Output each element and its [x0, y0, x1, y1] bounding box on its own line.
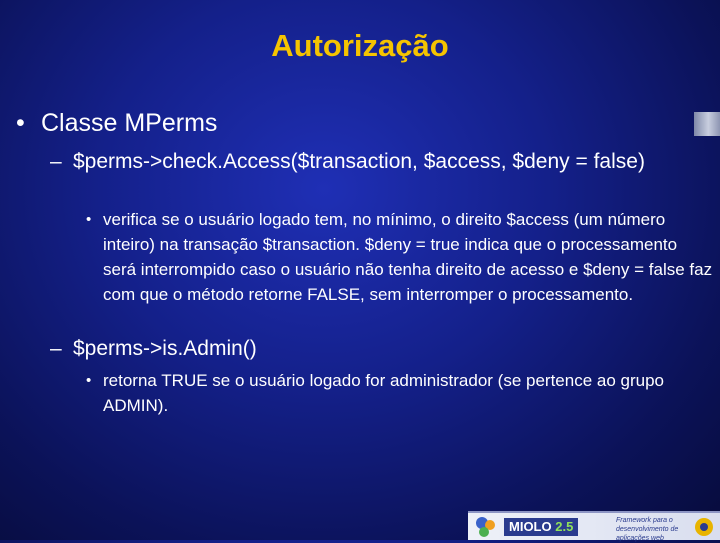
- logo-version: 2.5: [555, 519, 574, 534]
- bullet-text: Classe MPerms: [41, 109, 218, 137]
- bullet-icon: •: [86, 211, 92, 228]
- sub-item-text: $perms->is.Admin(): [73, 337, 257, 360]
- sub-item-is-admin: [50, 335, 710, 362]
- solis-logo-icon: [692, 515, 716, 539]
- edge-decoration: [694, 112, 720, 136]
- sub-item-check-access: [50, 148, 710, 175]
- logo-name: MIOLO: [509, 519, 552, 534]
- dash-icon: –: [50, 150, 62, 173]
- miolo-logo-banner: [468, 511, 720, 540]
- detail-check-access: [86, 207, 714, 307]
- slide-title: Autorização: [271, 28, 449, 63]
- detail-text: retorna TRUE se o usuário logado for administrador (se pertence ao grupo ADMIN).: [103, 371, 664, 415]
- detail-is-admin: [86, 368, 714, 418]
- bullet-icon: •: [16, 109, 25, 137]
- puzzle-icon: [474, 515, 498, 539]
- dash-icon: –: [50, 337, 62, 360]
- miolo-logo: [504, 518, 578, 536]
- detail-text: verifica se o usuário logado tem, no mínimo, o direito $access (um número inteiro) na transação $transaction. $deny = true indica que o processamento será interrompido caso o usuário não tenha direito de acesso e $deny = false faz com que o método retorne FALSE, sem interromper o processamento.: [103, 210, 713, 304]
- sub-item-text: $perms->check.Access($transaction, $access, $deny = false): [73, 150, 645, 173]
- bullet-icon: •: [86, 372, 92, 389]
- logo-tagline: Framework para o desenvolvimento de aplicações web: [616, 517, 679, 542]
